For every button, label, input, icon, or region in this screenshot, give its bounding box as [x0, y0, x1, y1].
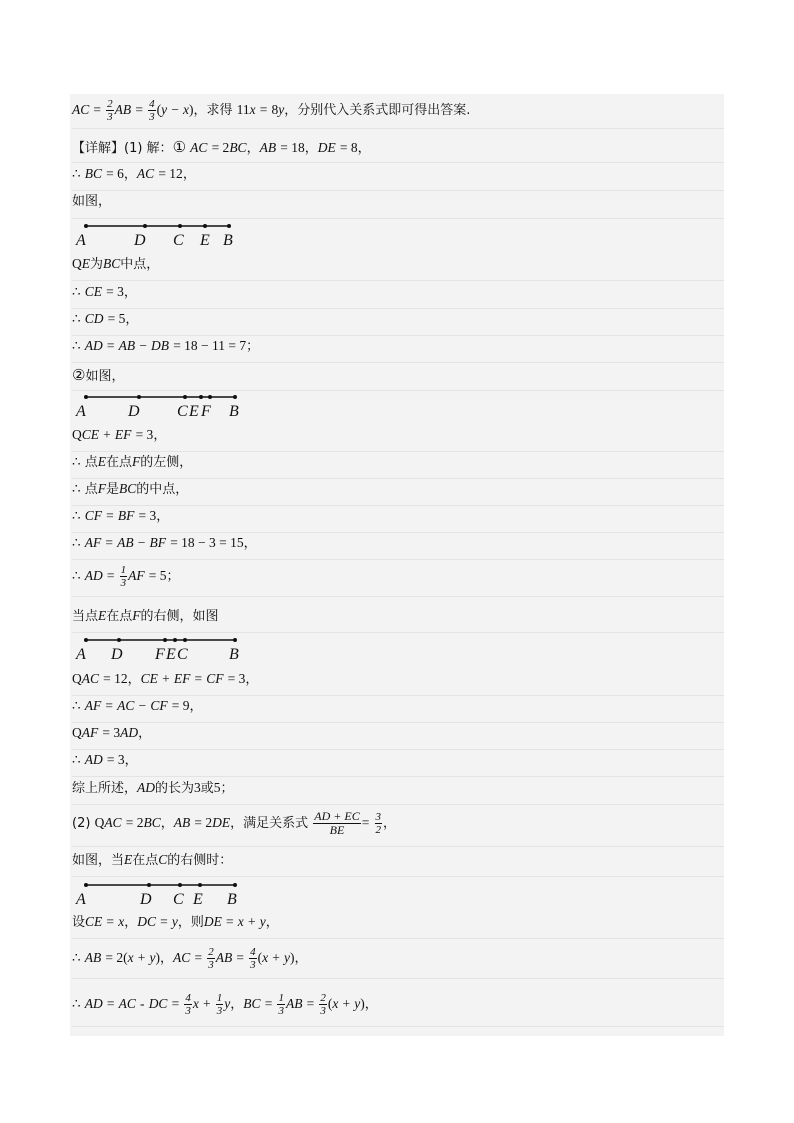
- text-line-13: ∴ CF = BF = 3，: [72, 508, 724, 533]
- line-segment-figure-1: [72, 221, 237, 249]
- text-line-16: 当点E在点F的右侧，如图: [72, 608, 724, 633]
- point-A: [84, 638, 88, 642]
- point-D: [147, 883, 151, 887]
- label-A: A: [76, 891, 86, 908]
- text-line-25: ∴ AB = 2(x + y)，AC = $\frac{2}{3}$ AB = $\frac{4}{3}$ (x + y)，: [72, 946, 724, 979]
- text-line-11: ∴ 点E在点F的左侧，: [72, 454, 724, 479]
- text-line-8: ∴ AD = AB − DB = 18 − 11 = 7；: [72, 338, 724, 363]
- label-D: D: [140, 891, 152, 908]
- text-line-2: 【详解】(1) 解：① AC = 2BC，AB = 18，DE = 8，: [72, 138, 724, 163]
- label-B: B: [227, 891, 237, 908]
- text-line-1: AC = $\frac{2}{3}$ AB = $\frac{4}{3}$ (y − x)，求得 11x = 8y，分别代入关系式即可得出答案.: [72, 98, 724, 129]
- line-segment-figure-3: [72, 635, 244, 663]
- point-B: [233, 395, 237, 399]
- point-D: [117, 638, 121, 642]
- point-E: [199, 395, 203, 399]
- label-E: E: [166, 646, 176, 663]
- point-B: [233, 883, 237, 887]
- text-line-15: ∴ AD = $\frac{1}{3}$ AF = 5；: [72, 564, 724, 597]
- point-B: [227, 224, 231, 228]
- label-A: A: [76, 646, 86, 663]
- label-C: C: [177, 403, 188, 420]
- text-line-19: QAF = 3AD，: [72, 725, 724, 750]
- label-F: F: [155, 646, 165, 663]
- point-C: [178, 224, 182, 228]
- text-line-14: ∴ AF = AB − BF = 18 − 3 = 15，: [72, 535, 724, 560]
- point-C: [183, 638, 187, 642]
- text-line-6: ∴ CE = 3，: [72, 284, 724, 309]
- line-segment-figure-4: [72, 880, 244, 908]
- text-line-26: ∴ AD = AC - DC = $\frac{4}{3}$ x + $\frac{1}{3}$ y，BC = $\frac{1}{3}$ AB = $\frac{2}{3}$ (x + y)，: [72, 992, 724, 1027]
- text-line-10: QCE + EF = 3，: [72, 427, 724, 452]
- text-line-20: ∴ AD = 3，: [72, 752, 724, 777]
- point-B: [233, 638, 237, 642]
- label-E: E: [189, 403, 199, 420]
- point-A: [84, 883, 88, 887]
- text-line-5: QE为BC中点，: [72, 256, 724, 281]
- text-line-9: ②如图，: [72, 366, 724, 391]
- point-E: [198, 883, 202, 887]
- text-line-22: (2) QAC = 2BC，AB = 2DE，满足关系式 $\frac{AD + EC}{BE}$ = $\frac{3}{2}$ ，: [72, 810, 724, 847]
- label-D: D: [128, 403, 140, 420]
- text-line-18: ∴ AF = AC − CF = 9，: [72, 698, 724, 723]
- point-A: [84, 395, 88, 399]
- label-B: B: [223, 232, 233, 249]
- label-A: A: [76, 232, 86, 249]
- solution-text-block: [70, 94, 724, 1036]
- point-F: [208, 395, 212, 399]
- label-B: B: [229, 646, 239, 663]
- label-C: C: [173, 891, 184, 908]
- text-line-17: QAC = 12，CE + EF = CF = 3，: [72, 671, 724, 696]
- text-line-3: ∴ BC = 6，AC = 12，: [72, 166, 724, 191]
- point-D: [137, 395, 141, 399]
- text-line-23: 如图，当E在点C的右侧时：: [72, 852, 724, 877]
- text-line-7: ∴ CD = 5，: [72, 311, 724, 336]
- label-E: E: [193, 891, 203, 908]
- label-F: F: [201, 403, 211, 420]
- label-D: D: [134, 232, 146, 249]
- text-line-24: 设CE = x，DC = y，则DE = x + y，: [72, 914, 724, 939]
- point-E: [173, 638, 177, 642]
- label-C: C: [173, 232, 184, 249]
- label-C: C: [177, 646, 188, 663]
- text-line-21: 综上所述，AD的长为3或5；: [72, 780, 724, 805]
- label-B: B: [229, 403, 239, 420]
- point-F: [163, 638, 167, 642]
- point-A: [84, 224, 88, 228]
- point-D: [143, 224, 147, 228]
- label-E: E: [200, 232, 210, 249]
- point-C: [178, 883, 182, 887]
- line-segment-figure-2: [72, 392, 244, 420]
- label-D: D: [111, 646, 123, 663]
- text-line-12: ∴ 点F是BC的中点，: [72, 481, 724, 506]
- point-C: [183, 395, 187, 399]
- label-A: A: [76, 403, 86, 420]
- text-line-4: 如图，: [72, 194, 724, 219]
- point-E: [203, 224, 207, 228]
